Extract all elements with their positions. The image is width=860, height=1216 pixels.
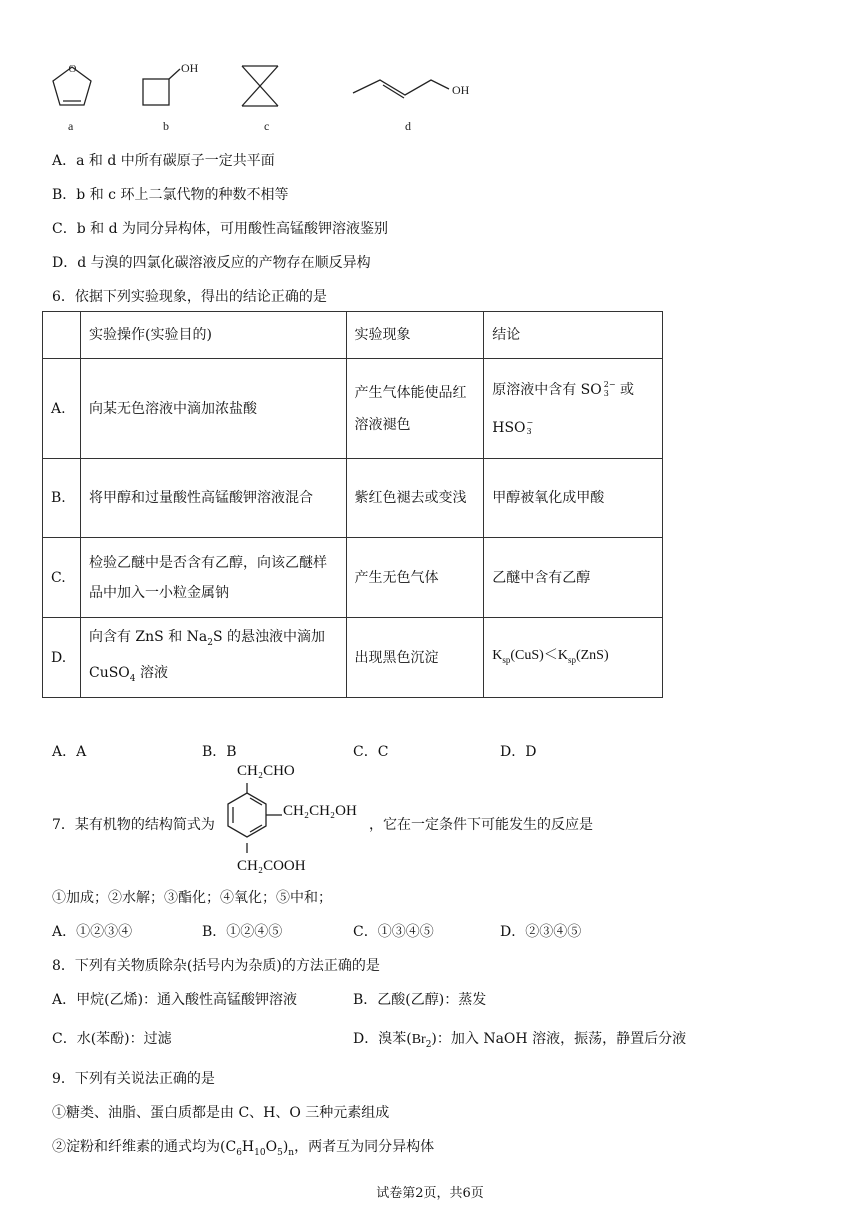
row-label: D. xyxy=(43,618,81,698)
q5-option-d: D．d 与溴的四氯化碳溶液反应的产物存在顺反异构 xyxy=(52,255,371,271)
q7-stem-suffix: ，它在一定条件下可能发生的反应是 xyxy=(369,817,593,833)
row-conclusion: $K_{sp}(CuS)<K_{sp}(ZnS)$ xyxy=(484,618,663,698)
structure-c xyxy=(242,66,278,106)
q5-option-c: C．b 和 d 为同分异构体，可用酸性高锰酸钾溶液鉴别 xyxy=(52,221,388,237)
row-label: B. xyxy=(43,459,81,538)
table-row xyxy=(43,359,663,459)
row-phenomenon: 出现黑色沉淀 xyxy=(346,618,484,698)
q8-stem: 8．下列有关物质除杂(括号内为杂质)的方法正确的是 xyxy=(52,958,380,974)
row-label: A. xyxy=(43,359,81,459)
row-operation: 将甲醇和过量酸性高锰酸钾溶液混合 xyxy=(80,459,346,538)
table-row xyxy=(43,618,663,698)
experiment-table xyxy=(42,311,663,698)
structure-label-c: c xyxy=(264,119,270,133)
q7-options xyxy=(52,921,672,941)
table-header-cell: 实验操作(实验目的) xyxy=(80,312,346,359)
row-conclusion: 乙醚中含有乙醇 xyxy=(484,538,663,618)
structure-b-oh: OH xyxy=(181,61,199,75)
q6-option-c: C．C xyxy=(353,744,389,760)
q8-option-a: A．甲烷(乙烯)：通入酸性高锰酸钾溶液 xyxy=(52,992,298,1008)
row-conclusion: 原溶液中含有 SO 2− 3 或 HSO− 3 xyxy=(484,359,663,459)
structure-a-oxygen: O xyxy=(68,63,77,75)
q7-bonds xyxy=(240,775,290,865)
q5-option-a: A．a 和 d 中所有碳原子一定共平面 xyxy=(52,153,275,169)
row-phenomenon: 产生气体能使品红溶液褪色 xyxy=(346,359,484,459)
row-label: C. xyxy=(43,538,81,618)
q9-stem: 9．下列有关说法正确的是 xyxy=(52,1071,215,1087)
q8-option-c: C．水(苯酚)：过滤 xyxy=(52,1031,172,1047)
q6-option-d: D．D xyxy=(500,744,537,760)
q7-option-b: B．①②④⑤ xyxy=(202,924,283,940)
q8-option-d: D．溴苯$(Br_2)$：加入 NaOH 溶液，振荡，静置后分液 xyxy=(353,1031,687,1050)
row-phenomenon: 紫红色褪去或变浅 xyxy=(346,459,484,538)
q5-option-b: B．b 和 c 环上二氯代物的种数不相等 xyxy=(52,187,289,203)
q9-item-1: ①糖类、油脂、蛋白质都是由 C、H、O 三种元素组成 xyxy=(52,1105,390,1121)
row-operation: 检验乙醚中是否含有乙醇，向该乙醚样品中加入一小粒金属钠 xyxy=(80,538,346,618)
q7-sub-right: CH₂CH₂OH xyxy=(283,803,357,819)
structure-label-a: a xyxy=(68,119,74,133)
row-operation: 向含有 ZnS 和 $Na_2S$ 的悬浊液中滴加 CuSO$_4$ 溶液 xyxy=(80,618,346,698)
structure-label-d: d xyxy=(405,119,411,133)
table-row xyxy=(43,459,663,538)
q7-option-c: C．①③④⑤ xyxy=(353,924,434,940)
structure-label-b: b xyxy=(163,119,169,133)
q8-option-b: B．乙酸(乙醇)：蒸发 xyxy=(353,992,487,1008)
q6-stem: 6．依据下列实验现象，得出的结论正确的是 xyxy=(52,289,327,305)
row-operation: 向某无色溶液中滴加浓盐酸 xyxy=(80,359,346,459)
table-row xyxy=(43,538,663,618)
q6-option-a: A．A xyxy=(52,744,87,760)
row-conclusion: 甲醇被氧化成甲酸 xyxy=(484,459,663,538)
structure-d xyxy=(353,80,449,98)
structure-diagrams xyxy=(40,55,500,140)
q7-option-d: D．②③④⑤ xyxy=(500,924,582,940)
q7-reactions: ①加成；②水解；③酯化；④氧化；⑤中和； xyxy=(52,890,332,906)
q7-sub-top: CH₂CHO xyxy=(237,763,295,779)
q9-item-2: ②淀粉和纤维素的通式均为$(C_6H_{10}O_5)_n$，两者互为同分异构体 xyxy=(52,1139,435,1158)
table-header-cell: 实验现象 xyxy=(346,312,484,359)
page-footer: 试卷第2页，共6页 xyxy=(376,1186,484,1201)
q7-sub-bottom: CH₂COOH xyxy=(237,858,306,874)
q7-stem-prefix: 7．某有机物的结构简式为 xyxy=(52,817,215,833)
table-header-row xyxy=(43,312,663,359)
q6-option-b: B．B xyxy=(202,744,237,760)
q6-options xyxy=(52,741,672,761)
structure-b xyxy=(143,69,180,105)
q7-option-a: A．①②③④ xyxy=(52,924,133,940)
table-header-cell xyxy=(43,312,81,359)
row-phenomenon: 产生无色气体 xyxy=(346,538,484,618)
structure-d-oh: OH xyxy=(452,83,470,97)
table-header-cell: 结论 xyxy=(484,312,663,359)
